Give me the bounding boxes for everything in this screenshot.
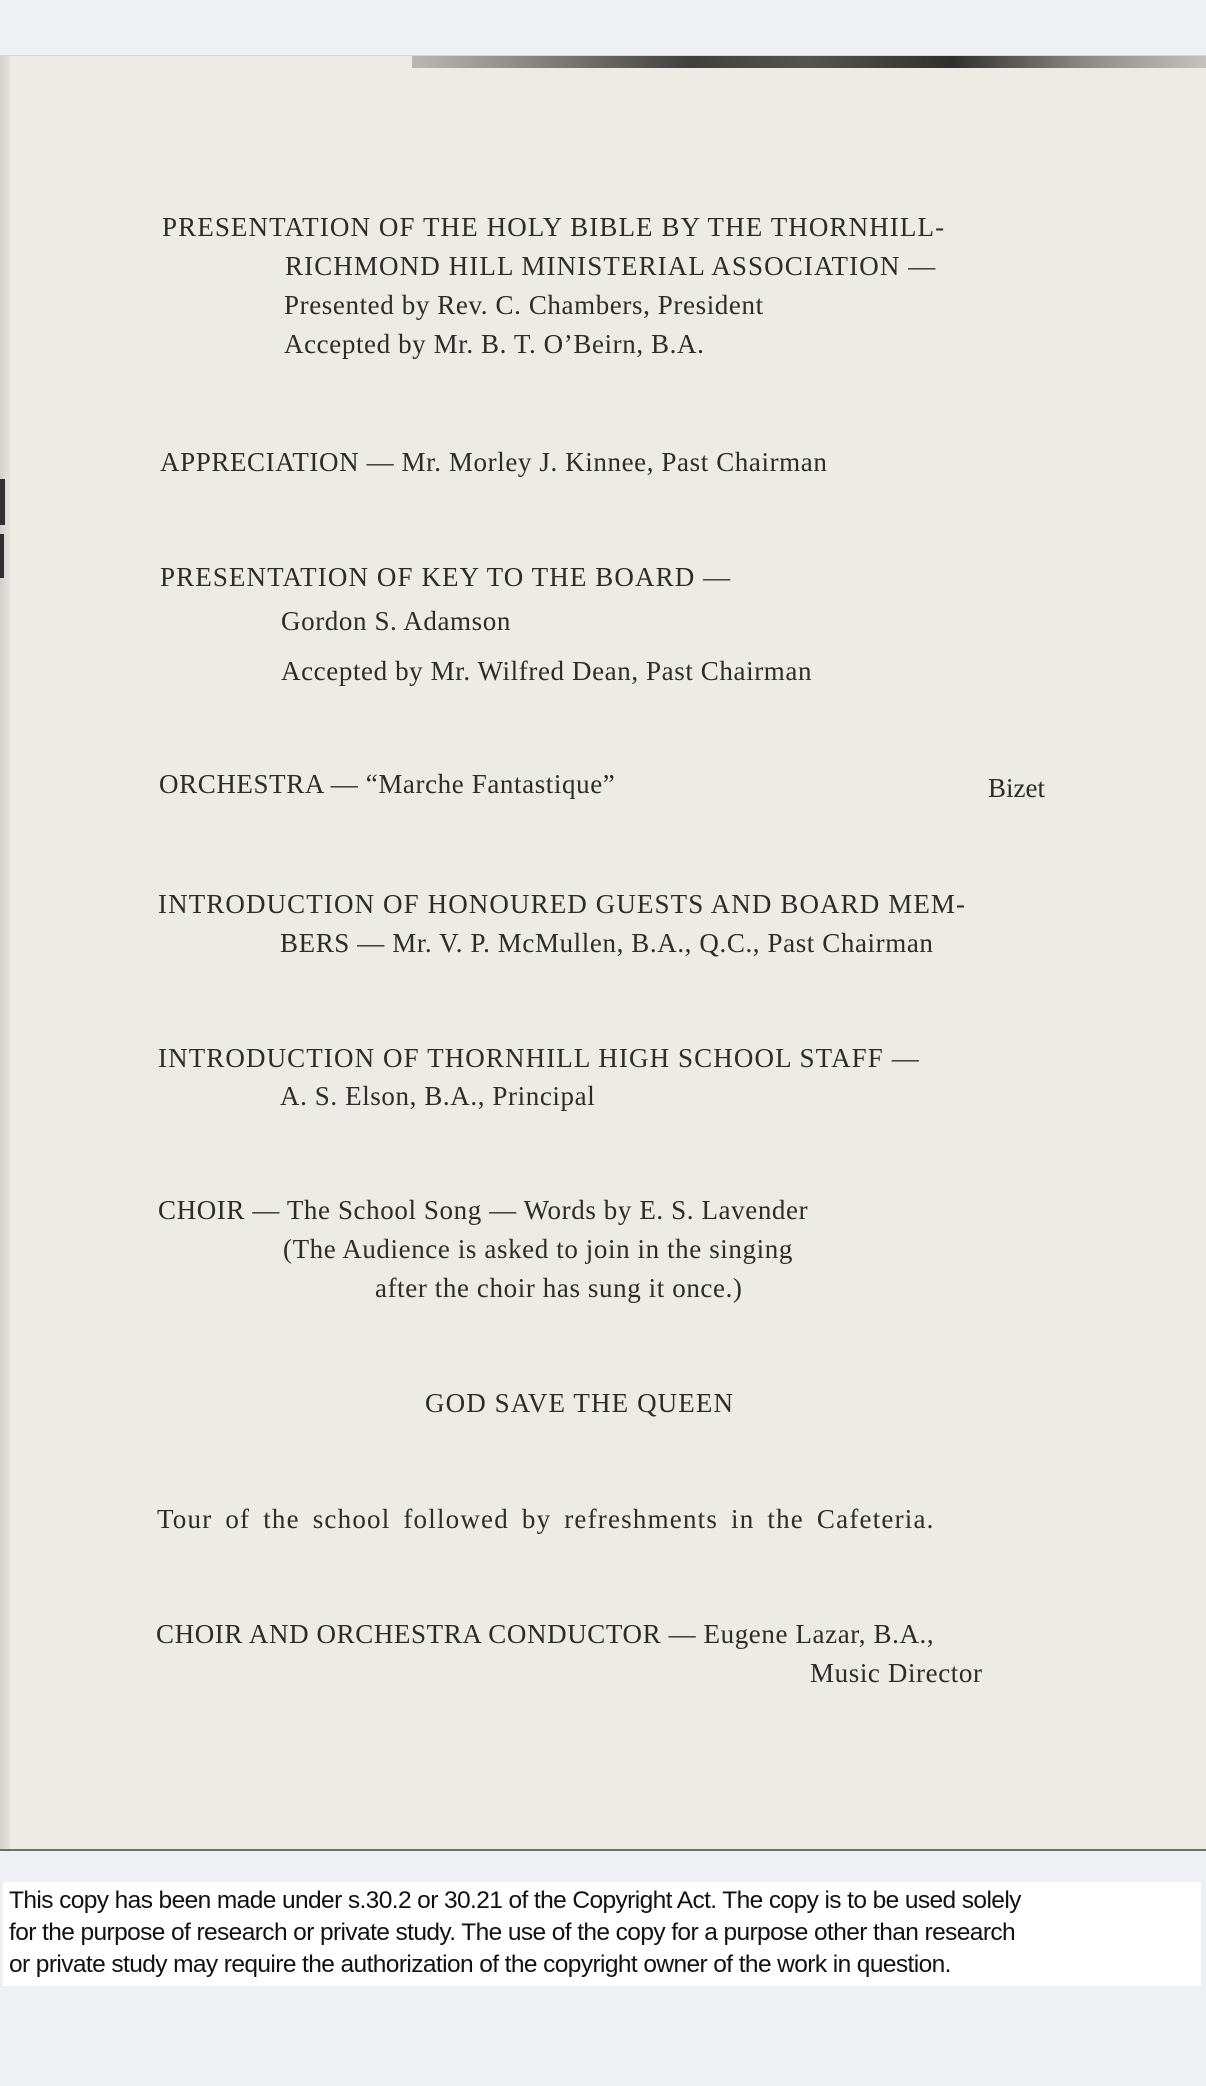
anthem: GOD SAVE THE QUEEN <box>425 1388 735 1418</box>
key-acceptor: Accepted by Mr. Wilfred Dean, Past Chairman <box>281 656 813 686</box>
scan-shadow-strip <box>412 56 1206 68</box>
bible-presenter: Presented by Rev. C. Chambers, President <box>284 290 764 320</box>
choir-item: CHOIR — The School Song — Words by E. S. Lavender <box>158 1195 809 1225</box>
bible-presentation-heading: PRESENTATION OF THE HOLY BIBLE BY THE THORNHILL- <box>162 212 946 242</box>
guests-heading-cont: BERS — Mr. V. P. McMullen, B.A., Q.C., Past Chairman <box>280 928 934 958</box>
program-page <box>0 55 1206 1851</box>
bible-acceptor: Accepted by Mr. B. T. O’Beirn, B.A. <box>284 329 705 359</box>
choir-note: (The Audience is asked to join in the singing <box>283 1234 793 1264</box>
conductor-title: Music Director <box>810 1658 983 1688</box>
conductor-item: CHOIR AND ORCHESTRA CONDUCTOR — Eugene Lazar, B.A., <box>156 1619 935 1649</box>
orchestra-composer: Bizet <box>988 773 1045 803</box>
binding-mark <box>0 479 5 525</box>
copyright-notice-line: This copy has been made under s.30.2 or 30.21 of the Copyright Act. The copy is to be used solely <box>9 1887 1021 1914</box>
choir-note-cont: after the choir has sung it once.) <box>375 1273 743 1303</box>
bible-presentation-heading-cont: RICHMOND HILL MINISTERIAL ASSOCIATION — <box>285 251 937 281</box>
staff-heading: INTRODUCTION OF THORNHILL HIGH SCHOOL STAFF — <box>158 1043 920 1073</box>
key-presenter: Gordon S. Adamson <box>281 606 511 636</box>
orchestra-item: ORCHESTRA — “Marche Fantastique” <box>159 769 616 799</box>
copyright-notice-line: or private study may require the authorization of the copyright owner of the work in question. <box>9 1951 951 1978</box>
binding-mark <box>0 534 4 578</box>
page-left-edge <box>0 56 10 1849</box>
appreciation-item: APPRECIATION — Mr. Morley J. Kinnee, Past Chairman <box>160 447 828 477</box>
guests-heading: INTRODUCTION OF HONOURED GUESTS AND BOARD MEM- <box>158 889 967 919</box>
copyright-notice <box>3 1882 1201 1986</box>
tour-note: Tour of the school followed by refreshments in the Cafeteria. <box>157 1504 935 1534</box>
key-presentation-heading: PRESENTATION OF KEY TO THE BOARD — <box>160 562 732 592</box>
copyright-notice-line: for the purpose of research or private study. The use of the copy for a purpose other than research <box>9 1919 1016 1946</box>
staff-principal: A. S. Elson, B.A., Principal <box>280 1081 596 1111</box>
